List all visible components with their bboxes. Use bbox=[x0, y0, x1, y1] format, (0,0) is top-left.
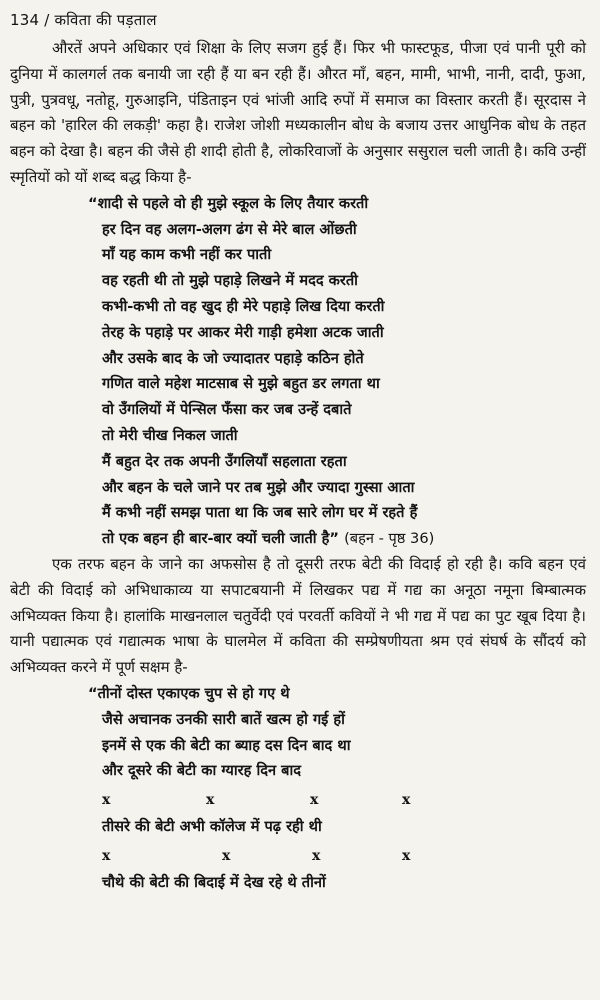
page-number: 134 bbox=[10, 11, 40, 29]
separator-row bbox=[102, 788, 586, 814]
poem-line: इनमें से एक की बेटी का ब्याह दस दिन बाद था bbox=[102, 736, 351, 754]
poem-line: मैं बहुत देर तक अपनी उँगलियाँ सहलाता रहता bbox=[102, 452, 347, 470]
citation: (बहन - पृष्ठ 36) bbox=[344, 530, 435, 548]
header-separator: / bbox=[44, 11, 50, 29]
poem-line: कभी-कभी तो वह खुद ही मेरे पहाड़े लिख दिया करती bbox=[102, 297, 385, 315]
separator-mark: x bbox=[222, 847, 231, 864]
poem-line: और बहन के चले जाने पर तब मुझे और ज्यादा गुस्सा आता bbox=[102, 478, 415, 496]
poem-line: वह रहती थी तो मुझे पहाड़े लिखने में मदद करती bbox=[102, 272, 358, 290]
separator-row bbox=[102, 844, 586, 870]
separator-mark: x bbox=[402, 792, 411, 809]
poem-line: तो एक बहन ही बार-बार क्यों चली जाती है” bbox=[102, 530, 339, 548]
poem-line: “शादी से पहले वो ही मुझे स्कूल के लिए तैयार करती bbox=[88, 194, 369, 212]
poem-line: हर दिन वह अलग-अलग ढंग से मेरे बाल ओंछती bbox=[102, 220, 357, 238]
separator-mark: x bbox=[402, 847, 411, 864]
poem-line: वो उँगलियों में पेन्सिल फँसा कर जब उन्हें दबाते bbox=[102, 401, 352, 419]
poem-line: चौथे की बेटी की बिदाई में देख रहे थे तीनों bbox=[102, 873, 326, 891]
poem-line: और दूसरे की बेटी का ग्यारह दिन बाद bbox=[102, 762, 302, 780]
separator-mark: x bbox=[206, 792, 215, 809]
poem-1 bbox=[88, 191, 586, 552]
poem-last-line bbox=[102, 526, 586, 552]
separator-mark: x bbox=[102, 792, 111, 809]
page-header bbox=[10, 8, 586, 32]
poem-line: गणित वाले महेश माटसाब से मुझे बहुत डर लगता था bbox=[102, 375, 380, 393]
poem-2 bbox=[88, 681, 586, 895]
separator-mark: x bbox=[310, 792, 319, 809]
poem-line: तीसरे की बेटी अभी कॉलेज में पढ़ रही थी bbox=[102, 817, 322, 835]
poem-line: माँ यह काम कभी नहीं कर पाती bbox=[102, 246, 272, 264]
poem-line: मैं कभी नहीं समझ पाता था कि जब सारे लोग घर में रहते हैं bbox=[102, 504, 418, 522]
poem-line: और उसके बाद के जो ज्यादातर पहाड़े कठिन होते bbox=[102, 349, 364, 367]
poem-line: “तीनों दोस्त एकाएक चुप से हो गए थे bbox=[88, 684, 290, 702]
poem-line: तेरह के पहाड़े पर आकर मेरी गाड़ी हमेशा अटक जाती bbox=[102, 323, 384, 341]
separator-mark: x bbox=[102, 847, 111, 864]
book-title: कविता की पड़ताल bbox=[54, 11, 157, 29]
poem-line: जैसे अचानक उनकी सारी बातें खत्म हो गई हों bbox=[102, 710, 345, 728]
separator-mark: x bbox=[312, 847, 321, 864]
paragraph-1: औरतें अपने अधिकार एवं शिक्षा के लिए सजग हुई हैं। फिर भी फास्टफूड, पीजा एवं पानी पूरी को दुनिया में कालगर्ल तक बनायी जा रही हैं या बन रही हैं। औरत माँ, बहन, मामी, भाभी, नानी, दादी, फुआ, पुत्री, पुत्रवधू, नतोहू, गुरुआइनि, पंडिताइन एवं भांजी आदि रुपों में समाज का विस्तार करती हैं। सूरदास ने बहन को 'हारिल की लकड़ी' कहा है। राजेश जोशी मध्यकालीन बोध के बजाय उत्तर आधुनिक बोध के तहत बहन को देखा है। बहन की जैसे ही शादी होती है, लोकरिवाजों के अनुसार ससुराल चली जाती है। कवि उन्हीं स्मृतियों को यों शब्द बद्ध किया है- bbox=[10, 39, 586, 186]
paragraph-2: एक तरफ बहन के जाने का अफसोस है तो दूसरी तरफ बेटी की विदाई हो रही है। कवि बहन एवं बेटी की विदाई को अभिधाकाव्य या सपाटबयानी में लिखकर पद्य में गद्य का अनूठा नमूना बिम्बात्मक अभिव्यक्त किया है। हालांकि माखनलाल चतुर्वेदी एवं परवर्ती कवियों ने भी गद्य में पद्य का पुट खूब दिया है। यानी पद्यात्मक एवं गद्यात्मक भाषा के घालमेल में कविता की सम्प्रेषणीयता श्रम एवं संघर्ष के सौंदर्य को अभिव्यक्त करने में पूर्ण सक्षम है- bbox=[10, 554, 586, 677]
poem-line: तो मेरी चीख निकल जाती bbox=[102, 426, 238, 444]
